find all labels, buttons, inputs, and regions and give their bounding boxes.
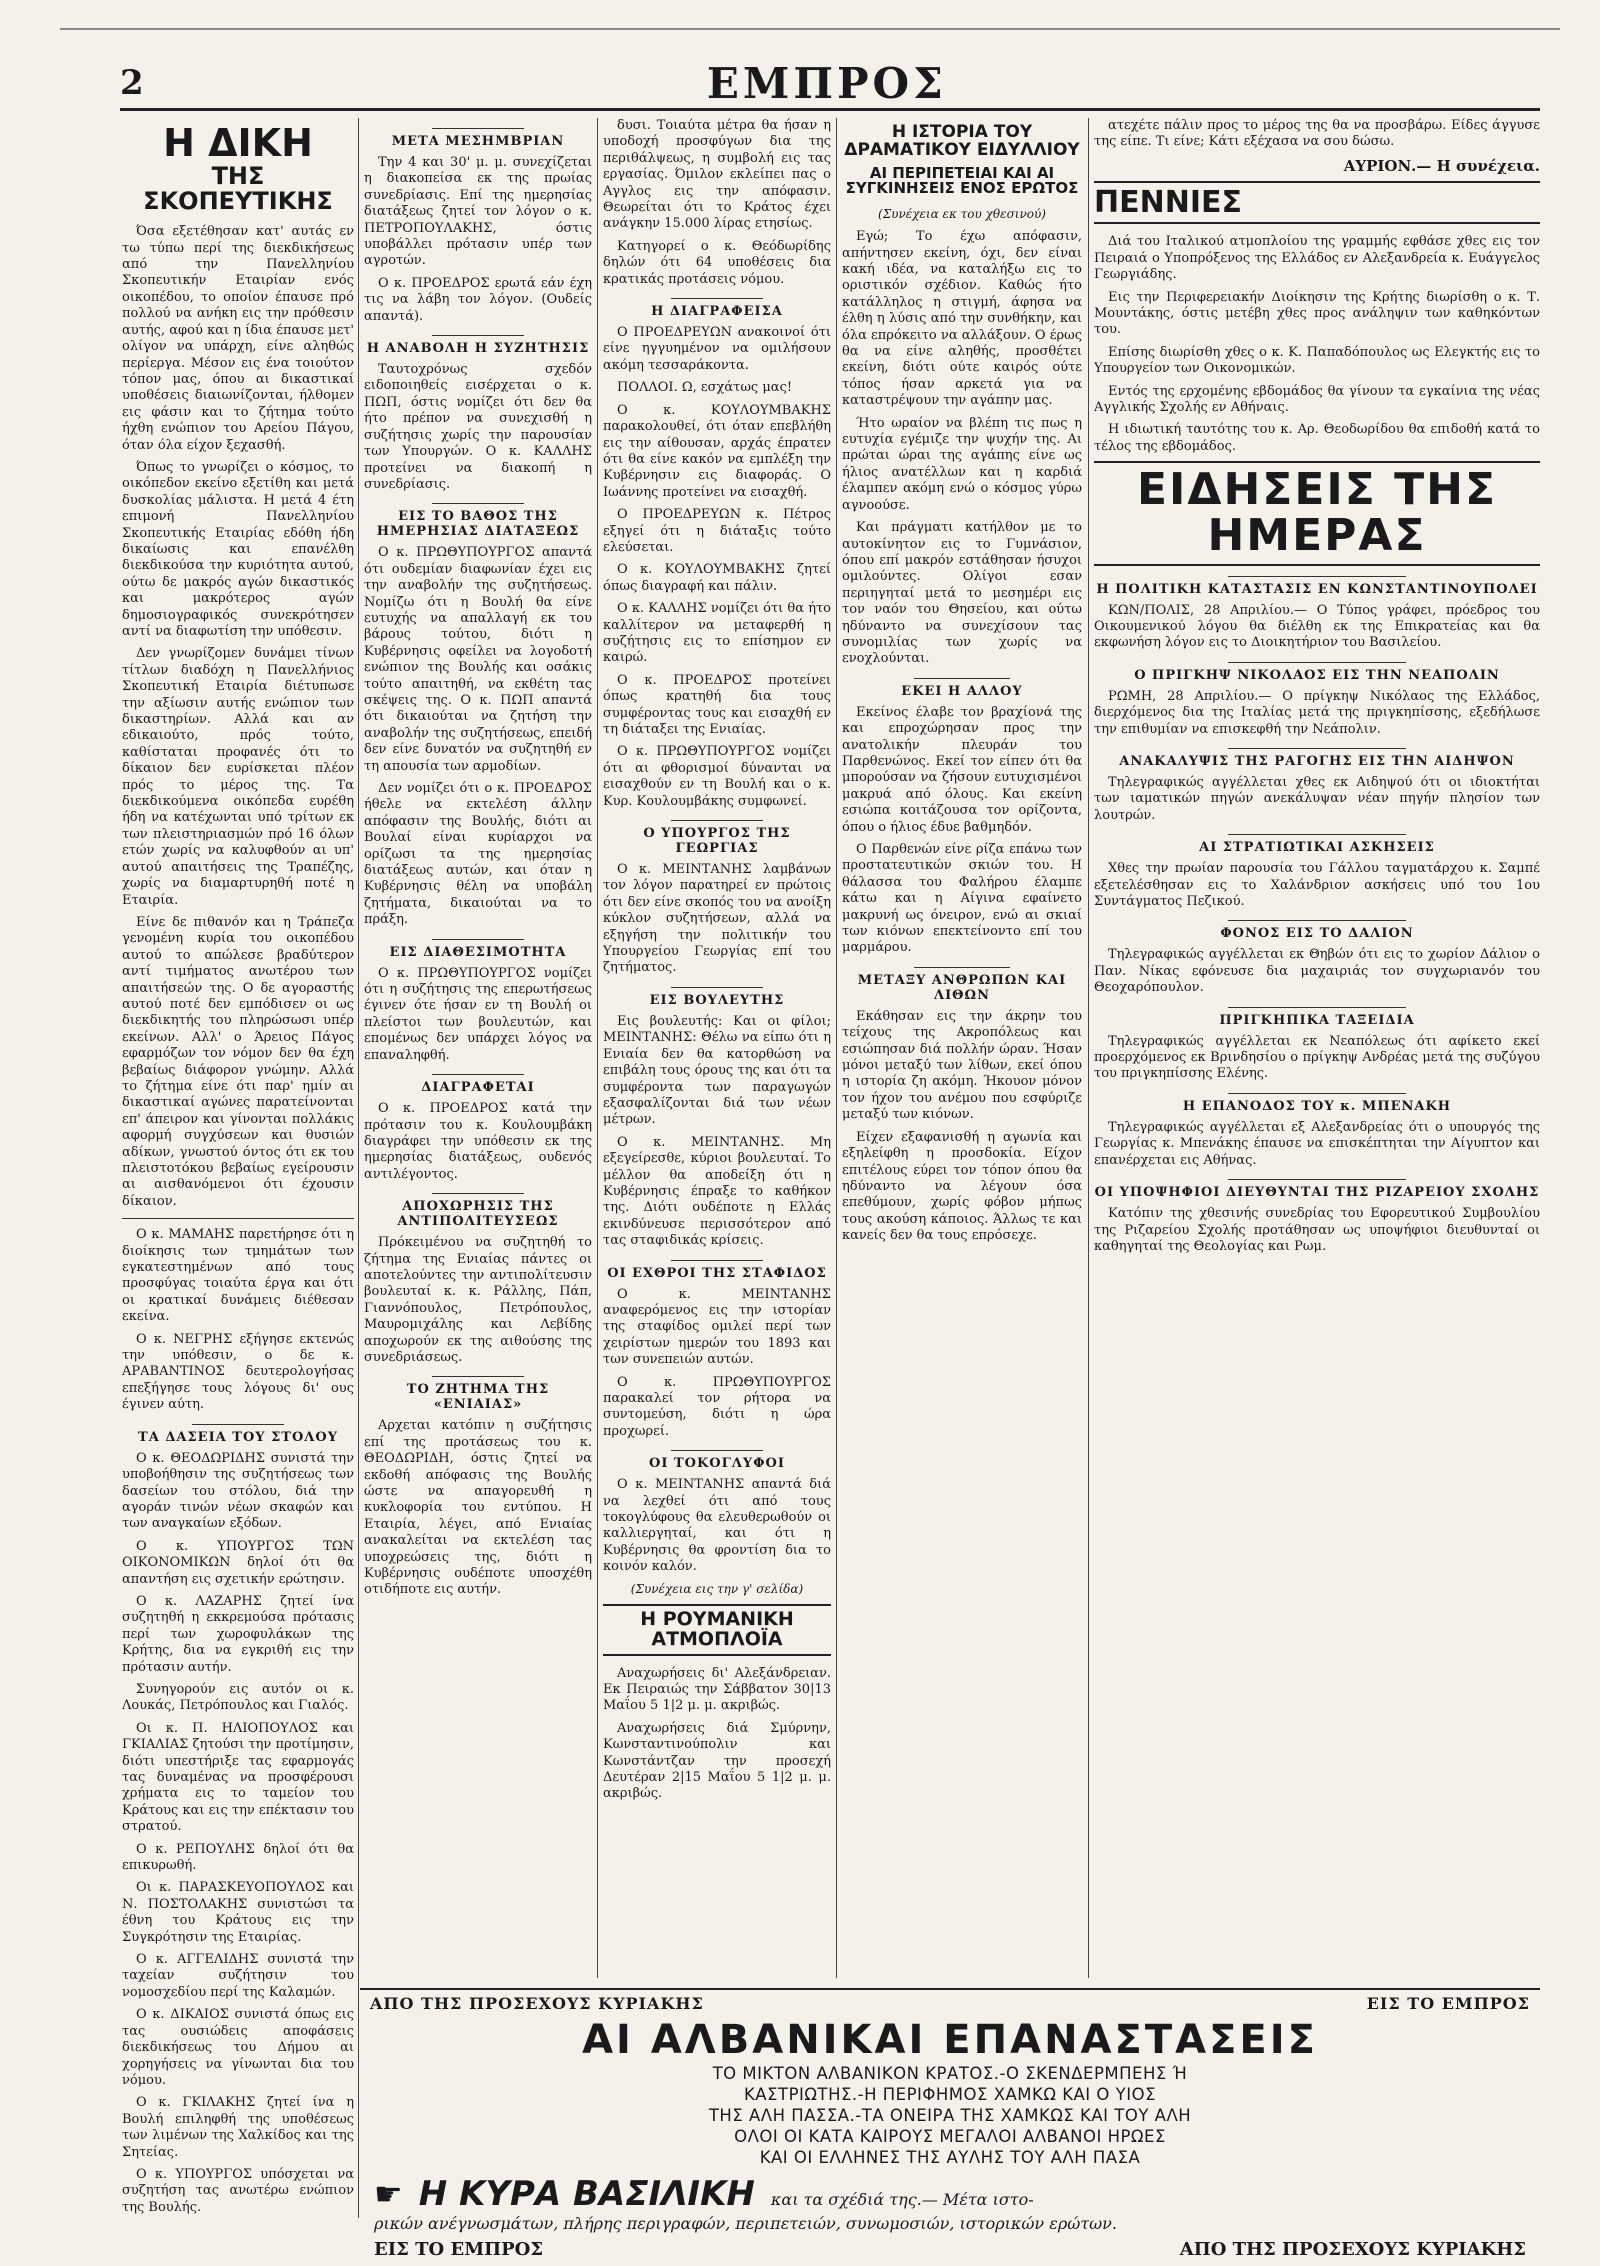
advert-strip-left: ΑΠΟ ΤΗΣ ΠΡΟΣΕΧΟΥΣ ΚΥΡΙΑΚΗΣ xyxy=(370,1994,704,2013)
advert-strip-right: ΕΙΣ ΤΟ ΕΜΠΡΟΣ xyxy=(1366,1994,1530,2013)
article-paragraph: Την 4 και 30' μ. μ. συνεχίζεται η διακοπείσα εκ της πρωίας συνεδρίασις. Επί της ημερησίας διατάξεως ζητεί τον λόγον ο κ. ΠΕΤΡΟΠΟΥΛΑΚΗΣ, όστις υποβάλλει πρότασιν υπέρ των αγροτών. xyxy=(364,155,592,269)
albanian-revolutions-advert xyxy=(360,1988,1540,2260)
article-paragraph: Ο ΠΡΟΕΔΡΕΥΩΝ ανακοινοί ότι είνε ηγγυημένον να ομιλήσουν ακόμη τεσσαράκοντα. xyxy=(603,325,831,373)
header-rule xyxy=(120,108,1540,111)
article-paragraph: δυσι. Τοιαύτα μέτρα θα ήσαν η υποδοχή προσφύγων δια της περιθάλψεως, η συμβολή εις τας εργασίας. Όμιλον εκλείπει πας ο Αγγλος εις την απόφασιν. Θεωρείται ότι το Κράτος έχει ανάγκην 15.000 λίρας ετησίως. xyxy=(603,118,831,232)
article-paragraph: Ο κ. ΓΚΙΛΑΚΗΣ ζητεί ίνα η Βουλή επιληφθή της υποθέσεως των λιμένων της Χαλκίδος και της Σητείας. xyxy=(122,2095,354,2160)
article-paragraph: Ο κ. ΛΑΖΑΡΗΣ ζητεί ίνα συζητηθή η εκκρεμούσα πρότασις περί των χωροφυλάκων της Κρήτης, δια να εγκριθή εις την πρότασιν αυτήν. xyxy=(122,1593,354,1675)
divider xyxy=(122,1218,354,1219)
advert-title: ΑΙ ΑΛΒΑΝΙΚΑΙ ΕΠΑΝΑΣΤΑΣΕΙΣ xyxy=(582,2017,1318,2063)
article-paragraph: Ο κ. ΡΕΠΟΥΛΗΣ δηλοί ότι θα επικυρωθή. xyxy=(122,1841,354,1874)
advert-line: ΚΑΙ ΟΙ ΕΛΛΗΝΕΣ ΤΗΣ ΑΥΛΗΣ ΤΟΥ ΑΛΗ ΠΑΣΑ xyxy=(759,2148,1141,2167)
page-number: 2 xyxy=(120,63,144,103)
article-paragraph: Τηλεγραφικώς αγγέλλεται εξ Αλεξανδρείας ότι ο υπουργός της Γεωργίας κ. Μπενάκης έπαυσε να επισκέπτηται την Αίγυπτον και επανέρχεται εις Αθήνας. xyxy=(1094,1119,1540,1168)
column-rule xyxy=(358,118,359,2218)
article-paragraph: Ο κ. ΥΠΟΥΡΓΟΣ υπόσχεται να συζητήση τας ανωτέρω ενώπιον της Βουλής. xyxy=(122,2166,354,2215)
article-paragraph: Κατηγορεί ο κ. Θεόδωρίδης δηλών ότι 64 υποθέσεις δια κρατικάς προτάσεις νόμου. xyxy=(603,238,831,287)
article-paragraph: Και πράγματι κατήλθον με το αυτοκίνητον εις το Γυμνάσιον, όπου επί μακρόν εστάθησαν ήσυχοι ομιλούντες. Ολίγοι εσαν περιηγηταί μετά το μεσημέρι εις τον ναόν του Θησείου, και ούτω ηδύναντο να συνεχίσουν τας συνομιλίας των χωρίς να ενοχλούνται. xyxy=(842,520,1082,667)
article-paragraph: Ο κ. ΠΡΟΕΔΡΟΣ ερωτά εάν έχη τις να λάβη τον λόγον. (Ουδείς απαντά). xyxy=(364,275,592,324)
advert-top-strip xyxy=(360,1990,1540,2017)
article-paragraph: Ο κ. ΚΑΛΛΗΣ νομίζει ότι θα ήτο καλλίτερον να μεταφερθή η συζήτησις εις το επίσημον εν καιρώ. xyxy=(603,601,831,666)
article-paragraph: Ο κ. ΜΕΙΝΤΑΝΗΣ αναφερόμενος εις την ιστορίαν της σταφίδος ομιλεί περί των χειρίστων ημερών του 1893 και των συνεπειών αυτών. xyxy=(603,1286,831,1368)
article-paragraph: Επίσης διωρίσθη χθες ο κ. Κ. Παπαδόπουλος ως Ελεγκτής εις το Υπουργείον των Οικονομικών. xyxy=(1094,344,1540,377)
article-paragraph: Διά του Ιταλικού ατμοπλοίου της γραμμής εφθάσε χθες εις τον Πειραιά ο Υποπρόξενος της Ελλάδος εν Αλεξανδρεία κ. Ευάγγελος Γεωργιάδης. xyxy=(1094,234,1540,283)
article-paragraph: Τηλεγραφικώς αγγέλλεται εκ Νεαπόλεως ότι αφίκετο εκεί προερχόμενος εκ Βρινδησίου ο πρίγκηψ Ανδρέας μετά της συζύγου του πριγκηπίσσης Ελένης. xyxy=(1094,1033,1540,1082)
column-2 xyxy=(364,118,592,1978)
article-paragraph: Ο κ. ΚΟΥΛΟΥΜΒΑΚΗΣ παρακολουθεί, ότι όταν επεβλήθη εις την αίθουσαν, αρχάς έπρατεν ότι θα είνε κακόν να εμπλέξη την Κυβέρνησιν εις διαφοράς. Ο Ιωάννης προτείνει να εισαχθή. xyxy=(603,402,831,500)
section-heading: ΜΕΤΑ ΜΕΣΗΜΒΡΙΑΝ xyxy=(364,128,592,149)
article-paragraph: Εκείνος έλαβε τον βραχίονά της και επροχώρησαν προς την ανατολικήν πλευράν του Παρθενώνος. Εκεί τον είπεν ότι θα μπορούσαν να ζήσουν ευτυχισμένοι μακρυά από όλους. Και εκείνη εσιώπα κοιτάζουσα τον ορίζοντα, όπου ο ήλιος έδυε βαθμηδόν. xyxy=(842,704,1082,835)
article-paragraph: Τηλεγραφικώς αγγέλλεται χθες εκ Αιδηψού ότι οι ιδιοκτήται των ιαματικών πηγών ανεκάλυψαν νέαν πηγήν πλησίον των λουτρών. xyxy=(1094,775,1540,823)
section-heading: ΟΙ ΤΟΚΟΓΛΥΦΟΙ xyxy=(603,1450,831,1471)
article-paragraph: Ο κ. ΝΕΓΡΗΣ εξήγησε εκτενώς την υπόθεσιν, ο δε κ. ΑΡΑΒΑΝΤΙΝΟΣ δευτερολογήσας επεξήγησε τους λόγους δι' ους έγινεν αύτη. xyxy=(122,1331,354,1413)
kyra-description: και τα σχέδιά της.— Μέτα ιστο- xyxy=(770,2190,1034,2209)
section-heading: Η ΕΠΑΝΟΔΟΣ ΤΟΥ κ. ΜΠΕΝΑΚΗ xyxy=(1094,1093,1540,1114)
advert-line: ΤΗΣ ΑΛΗ ΠΑΣΣΑ.-ΤΑ ΟΝΕΙΡΑ ΤΗΣ ΧΑΜΚΩΣ ΚΑΙ ΤΟΥ ΑΛΗ xyxy=(708,2106,1192,2125)
news-of-the-day-heading: ΕΙΔΗΣΕΙΣ ΤΗΣ ΗΜΕΡΑΣ xyxy=(1094,461,1540,565)
section-heading: ΦΟΝΟΣ ΕΙΣ ΤΟ ΔΑΛΙΟΝ xyxy=(1094,920,1540,941)
pointing-hand-icon: ☛ xyxy=(374,2175,403,2213)
continuation-note: (Συνέχεια εκ του χθεσινού) xyxy=(878,207,1046,222)
article-paragraph: Πρόκειμένου να συζητηθή το ζήτημα της Ενιαίας πάντες οι αποτελούντες την αντιπολίτευσιν βουλευταί κ. κ. Ράλλης, Πάπ, Γιαννόπουλος, Πετρόπουλος, Μαυρομιχάλης και Λεβίδης αποχωρούν εκ της αιθούσης της συνεδριάσεως. xyxy=(364,1235,592,1365)
section-heading: ΠΡΙΓΚΗΠΙΚΑ ΤΑΞΕΙΔΙΑ xyxy=(1094,1007,1540,1028)
column-rule xyxy=(597,118,598,1978)
article-paragraph: Ο κ. ΜΑΜΑΗΣ παρετήρησε ότι η διοίκησις των τμημάτων των εγκατεστημένων από τους προσφύγας τοιαύτα έργα και ότι οι κρατικαί δυνάμεις διέθεσαν εκείνα. xyxy=(122,1227,354,1325)
article-paragraph: Η ιδιωτική ταυτότης του κ. Αρ. Θεοδωρίδου θα επιδοθή κατά το τέλος της εβδομάδος. xyxy=(1094,422,1540,454)
article-paragraph: Εντός της ερχομένης εβδομάδος θα γίνουν τα εγκαίνια της νέας Αγγλικής Σχολής εν Αθήναις. xyxy=(1094,383,1540,415)
tomorrow-note: ΑΥΡΙΟΝ.— Η συνέχεια. xyxy=(1343,156,1540,175)
article-paragraph: Ήτο ωραίον να βλέπη τις πως η ευτυχία εγέμιζε την ψυχήν της. Αι πρώται ώραι της αγάπης είνε ως ήλιος ανατέλλων και η καρδιά έλαμπεν ακόμη ενώ ο κόσμος γύρω αγνοούσε. xyxy=(842,415,1082,513)
kyra-title: Η ΚΥΡΑ ΒΑΣΙΛΙΚΗ xyxy=(418,2174,755,2214)
column-3 xyxy=(603,118,831,1978)
section-heading: ΕΙΣ ΒΟΥΛΕΥΤΗΣ xyxy=(603,987,831,1008)
advert-line: ΤΟ ΜΙΚΤΟΝ ΑΛΒΑΝΙΚΟΝ ΚΡΑΤΟΣ.-Ο ΣΚΕΝΔΕΡΜΠΕΗΣ Ή xyxy=(712,2064,1188,2083)
headline-line2: ΑΙ ΠΕΡΙΠΕΤΕΙΑΙ ΚΑΙ ΑΙ ΣΥΓΚΙΝΗΣΕΙΣ ΕΝΟΣ ΕΡΩΤΟΣ xyxy=(845,163,1079,198)
article-paragraph: Ταυτοχρόνως σχεδόν ειδοποιηθείς εισέρχεται ο κ. ΠΩΠ, όστις νομίζει ότι δεν θα ήτο πρέπον να συνεχισθή η συζήτησις χωρίς την παρουσίαν των Υπουργών. Ο κ. ΚΑΛΛΗΣ προτείνει να διακοπή η συνεδρίασις. xyxy=(364,362,592,492)
section-heading: ΕΙΣ ΔΙΑΘΕΣΙΜΟΤΗΤΑ xyxy=(364,939,592,960)
article-paragraph: Κατόπιν της χθεσινής συνεδρίας του Εφορευτικού Συμβουλίου της Ριζαρείου Σχολής προτάθησαν ως υποψήφιοι διευθυνταί οι καθηγηταί της Θεολογίας και Ρωμ. xyxy=(1094,1206,1540,1254)
article-paragraph: Ο κ. ΠΡΟΕΔΡΟΣ προτείνει όπως κρατηθή δια τους συμφέροντας τους και εισαχθή εν τη διάταξει της Ενιαίας. xyxy=(603,672,831,737)
article-paragraph: Οι κ. ΠΑΡΑΣΚΕΥΟΠΟΥΛΟΣ και Ν. ΠΟΣΤΟΛΑΚΗΣ συνιστώσι τα έθνη του Κράτους εις την Συγκρότησιν της Εταιρίας. xyxy=(122,1880,354,1945)
article-paragraph: Συνηγορούν εις αυτόν οι κ. Λουκάς, Πετρόπουλος και Γιαλός. xyxy=(122,1681,354,1714)
section-heading: ΟΙ ΕΧΘΡΟΙ ΤΗΣ ΣΤΑΦΙΔΟΣ xyxy=(603,1260,831,1281)
article-paragraph: Ο κ. ΥΠΟΥΡΓΟΣ ΤΩΝ ΟΙΚΟΝΟΜΙΚΩΝ δηλοί ότι θα απαντήση εις σχετικήν ερώτησιν. xyxy=(122,1538,354,1587)
advert-bottom-strip xyxy=(360,2233,1540,2266)
column-rule xyxy=(1088,118,1089,1978)
column-rule xyxy=(836,118,837,1978)
article-paragraph: Ο κ. ΜΕΙΝΤΑΝΗΣ απαντά διά να λεχθεί ότι από τους τοκογλύφους θα ελευθερωθούν οι καλλιεργηταί, και ότι η Κυβέρνησις θα φροντίση δια το κοινόν καλόν. xyxy=(603,1477,831,1575)
article-paragraph: ΡΩΜΗ, 28 Απριλίου.— Ο πρίγκηψ Νικόλαος της Ελλάδος, διερχόμενος δια της Ιταλίας μετά της πριγκηπίσσης, εξεδήλωσε την επιθυμίαν να επισκεφθή την Νεάπολιν. xyxy=(1094,688,1540,737)
section-heading: ΑΙ ΣΤΡΑΤΙΩΤΙΚΑΙ ΑΣΚΗΣΕΙΣ xyxy=(1094,834,1540,855)
section-heading: ΕΙΣ ΤΟ ΒΑΘΟΣ ΤΗΣ ΗΜΕΡΗΣΙΑΣ ΔΙΑΤΑΞΕΩΣ xyxy=(364,503,592,539)
section-heading: Ο ΠΡΙΓΚΗΨ ΝΙΚΟΛΑΟΣ ΕΙΣ ΤΗΝ ΝΕΑΠΟΛΙΝ xyxy=(1094,662,1540,683)
romanian-shipping-heading: Η ΡΟΥΜΑΝΙΚΗ ΑΤΜΟΠΛΟΪΑ xyxy=(603,1604,831,1656)
article-paragraph: ΚΩΝ/ΠΟΛΙΣ, 28 Απριλίου.— Ο Τύπος γράφει, πρόεδρος του Οικουμενικού λόγου θα διέλθη εκ της Επικρατείας και θα εκφωνήση λόγον εις το Διοικητήριον του Βασιλείου. xyxy=(1094,602,1540,651)
section-heading: Ο ΥΠΟΥΡΓΟΣ ΤΗΣ ΓΕΩΡΓΙΑΣ xyxy=(603,820,831,856)
article-paragraph: Ο κ. ΜΕΙΝΤΑΝΗΣ λαμβάνων τον λόγον παρατηρεί εν πρώτοις ότι δεν είνε σκοπός του να ανοίξη κύκλον συζητήσεων, αλλά να εξηγήση την πολιτικήν του Υπουργείου Γεωργίας επί του ζητήματος. xyxy=(603,862,831,976)
advert-line: ΚΑΣΤΡΙΩΤΗΣ.-Η ΠΕΡΙΦΗΜΟΣ ΧΑΜΚΩ ΚΑΙ Ο ΥΙΟΣ xyxy=(743,2085,1157,2104)
article-paragraph: Δεν νομίζει ότι ο κ. ΠΡΟΕΔΡΟΣ ήθελε να εκτελέση άλλην απόφασιν της Βουλής, διότι αι Βουλαί είναι κυρίαρχοι να ορίζωσι τα της ημερησίας διατάξεως αυτών, και όταν η Κυβέρνησις θέλη να υποβάλη ζητήματα, δικαιούται να το πράξη. xyxy=(364,781,592,928)
article-paragraph: Εις την Περιφερειακήν Διοίκησιν της Κρήτης διωρίσθη ο κ. Τ. Μουντάκης, όστις μετέβη χθες προς ανάληψιν των καθηκόντων του. xyxy=(1094,289,1540,338)
column-5 xyxy=(1094,118,1540,1978)
headline-line1: Η ΔΙΚΗ xyxy=(163,121,313,165)
headline-line2: ΤΗΣ ΣΚΟΠΕΥΤΙΚΗΣ xyxy=(143,161,333,216)
section-heading: ΟΙ ΥΠΟΨΗΦΙΟΙ ΔΙΕΥΘΥΝΤΑΙ ΤΗΣ ΡΙΖΑΡΕΙΟΥ ΣΧΟΛΗΣ xyxy=(1094,1179,1540,1200)
pennies-heading: ΠΕΝΝΙΕΣ xyxy=(1094,181,1540,225)
article-paragraph: ΠΟΛΛΟΙ. Ω, εσχάτως μας! xyxy=(617,380,793,396)
article-paragraph: Εγώ; Το έχω απόφασιν, απήντησεν εκείνη, όχι, δεν είναι κακή ιδέα, να καταλήξω εις το οριστικόν σχέδιον. Καθώς ήτο κατάλληλος η στιγμή, άφησα να έλθη η λύσις από την συνθήκην, και όλα επρόκειτο να αλλάξουν. Ο έρως θα να είνε αληθής, προσθέτει εκείνη, διότι ούτε καιρός ούτε τόπος ήσαν αρκετά για να καταστρέψουν την αγάπην μας. xyxy=(842,229,1082,409)
shipping-notice: Αναχωρήσεις δι' Αλεξάνδρειαν. Εκ Πειραιώς την Σάββατον 30|13 Μαΐου 5 1|2 μ. μ. ακριβώς. xyxy=(603,1665,831,1714)
article-paragraph: Αρχεται κατόπιν η συζήτησις επί της προτάσεως του κ. ΘΕΟΔΩΡΙΔΗ, όστις ζητεί να εκδοθή απόφασις της Βουλής ώστε να απαγορευθή η κυκλοφορία του εντύπου. Η Εταιρία, λέγει, από Ενιαίας ανακαλείται να εκτελέση τας υποχρεώσεις της, διότι η Κυβέρνησις ουδέποτε υποσχέθη οτιδήποτε εις αυτήν. xyxy=(364,1418,592,1598)
article-paragraph: Δεν γνωρίζομεν δυνάμει τίνων τίτλων διαδόχη η Πανελλήνιος Σκοπευτική Εταιρία διέτυπωσε την αξίωσιν αυτής ενώπιον των δικαστηρίων. Αλλά και αν εδικαιούτο, πρός τούτο, καθίσταται προφανές ότι το δίκαιον δεν ευρίσκεται πλέον πρός το μέρος της. Τα διεκδικούμενα οικόπεδα ευρέθη ήδη να κατέχωνται υπό τρίτων εκ των πλειστηριασμών πρό 16 όλων ετών χωρίς να καλυφθούν αι υπ' αυτού απαιτήσεις της Τραπέζης, χωρίς να διαμαρτυρηθή ποτέ η Εταιρία. xyxy=(122,646,354,908)
section-heading: Η ΠΟΛΙΤΙΚΗ ΚΑΤΑΣΤΑΣΙΣ ΕΝ ΚΩΝΣΤΑΝΤΙΝΟΥΠΟΛΕΙ xyxy=(1094,576,1540,597)
article-paragraph: Εκάθησαν εις την άκρην του τείχους της Ακροπόλεως και εσιώπησαν διά πολλήν ώραν. Ήσαν μόνοι μεταξύ των λίθων, εκεί όπου η ιστορία ζη ακόμη. Ήκουον μόνον τον ήχον του ανέμου που εσφύριζε μεταξύ των κιόνων. xyxy=(842,1008,1082,1123)
article-paragraph: Όπως το γνωρίζει ο κόσμος, το οικόπεδον εκείνο εξετίθη και μετά δυσκολίας μάλιστα. Η μετά 4 έτη επιμονή Πανελληνίου Σκοπευτικής Εταιρίας εδόθη ήδη δικαίωσις και επανέλθη διεκδικούσα την κυριότητα αυτού, ούτω δε μακρός αγών δικαστικός και μακρότερος αγών δημοσιογραφικός συνεκρότησεν αντί να διαφωτίση την υπόθεσιν. xyxy=(122,459,354,640)
section-heading: ΤΑ ΔΑΣΕΙΑ ΤΟΥ ΣΤΟΛΟΥ xyxy=(122,1424,354,1445)
advert-line: ΟΛΟΙ ΟΙ ΚΑΤΑ ΚΑΙΡΟΥΣ ΜΕΓΑΛΟΙ ΑΛΒΑΝΟΙ ΗΡΩΕΣ xyxy=(734,2127,1166,2146)
article-paragraph: Ο κ. ΠΡΩΘΥΠΟΥΡΓΟΣ νομίζει ότι αι φθορισμοί δύνανται να εισαχθούν εν τη Βουλή και ο κ. Κυρ. Κουλουμβάκης συμφωνεί. xyxy=(603,744,831,809)
article-paragraph: Ο κ. ΔΙΚΑΙΟΣ συνιστά όπως εις τας ουσιώδεις αποφάσεις διεκδικήσεως του Δήμου αι χορηγήσεις να γίνωνται δια του νόμου. xyxy=(122,2007,354,2088)
article-paragraph: Ο κ. ΠΡΩΘΥΠΟΥΡΓΟΣ παρακαλεί τον ρήτορα να συντομεύση, διότι η ώρα προχωρεί. xyxy=(603,1374,831,1439)
article-paragraph: Ο κ. ΠΡΟΕΔΡΟΣ κατά την πρότασιν του κ. Κουλουμβάκη διαγράφει την υπόθεσιν εκ της ημερησίας διατάξεως, ουδενός αντιλέγοντος. xyxy=(364,1101,592,1182)
advert-bottom-left: ΕΙΣ ΤΟ ΕΜΠΡΟΣ xyxy=(374,2239,544,2260)
kyra-vasiliki-block xyxy=(360,2168,1540,2214)
masthead: ΕΜΠΡΟΣ xyxy=(706,58,947,108)
section-heading: ΕΚΕΙ Η ΑΛΛΟΥ xyxy=(842,678,1082,699)
article-paragraph: Ο κ. ΠΡΩΘΥΠΟΥΡΓΟΣ απαντά ότι ουδεμίαν διαφωνίαν έχει εις την αναβολήν της συζητήσεως. Νομίζω ότι η Βουλή θα είνε ευτυχής να απαλλαγή εκ του βάρους τούτου, διότι η Κυβέρνησις οφείλει να λογοδοτή ενώπιον της Βουλής και οσάκις τούτο απαιτηθή, να εκθέτη τας σκέψεις της. Ο κ. ΠΩΠ απαντά ότι δικαιούται να ζητήση την αναβολήν της συζητήσεως, επειδή δεν είνε δυνατόν να συζητηθή εν τη απουσία των αρμοδίων. xyxy=(364,545,592,774)
article-paragraph: Ο Παρθενών είνε ρίζα επάνω των προστατευτικών σκιών του. Η θάλασσα του Φαλήρου έλαμπε κάτω και η Αίγινα εφαίνετο μακρυνή ως όνειρον, ενώ αι σκιαί των κιόνων επεκτείνοντο επί του μαρμάρου. xyxy=(842,842,1082,956)
article-paragraph: Είνε δε πιθανόν και η Τράπεζα γενομένη κυρία του οικοπέδου αυτού το απώλεσε βραδύτερον αντί τιμήματος ανωτέρου των απαιτήσεών της. Ο δε αγοραστής αυτού ποτέ δεν εμπόδισεν οι ως διεκδικητής του πληρώσωσι υπέρ εκείνων. Αλλ' ο Άρειος Πάγος εφαρμόζων τον νόμον δεν θα έχη βεβαίως διάφορον γνώμην. Αλλά το ζήτημα είνε ότι παρ' ημίν αι δικαστικαί αγώνες παρατείνονται επ' άπειρον και γίνονται πολλάκις αφορμή συγχύσεων και θυσιών αδίκων, γνωστού όντος ότι εκ του πλειστοτόκου βεβαίως εγείρουσιν αι αισθανόμενοι ότι έχουσιν δίκαιον. xyxy=(122,914,354,1209)
article-paragraph: Ο κ. ΠΡΩΘΥΠΟΥΡΓΟΣ νομίζει ότι η συζήτησις της επερωτήσεως έγινεν ότε ήσαν εν τη Βουλή οι πλείστοι των βουλευτών, και επομένως δεν υπάρχει λόγος να επαναληφθή. xyxy=(364,965,592,1063)
section-heading: ΔΙΑΓΡΑΦΕΤΑΙ xyxy=(364,1074,592,1095)
top-rule xyxy=(60,28,1560,30)
article-paragraph: Τηλεγραφικώς αγγέλλεται εκ Θηβών ότι εις το χωρίον Δάλιον ο Παν. Νίκας εφόνευσε δια μαχαιριάς τον συγχωριανόν του Θεοχαρόπουλον. xyxy=(1094,947,1540,996)
headline-line1: Η ΙΣΤΟΡΙΑ ΤΟΥ ΔΡΑΜΑΤΙΚΟΥ ΕΙΔΥΛΛΙΟΥ xyxy=(844,122,1080,160)
section-heading: ΑΠΟΧΩΡΗΣΙΣ ΤΗΣ ΑΝΤΙΠΟΛΙΤΕΥΣΕΩΣ xyxy=(364,1193,592,1229)
section-heading: ΤΟ ΖΗΤΗΜΑ ΤΗΣ «ΕΝΙΑΙΑΣ» xyxy=(364,1376,592,1412)
advert-bottom-right: ΑΠΟ ΤΗΣ ΠΡΟΣΕΧΟΥΣ ΚΥΡΙΑΚΗΣ xyxy=(1179,2239,1526,2260)
article-paragraph: Ο κ. ΘΕΟΔΩΡΙΔΗΣ συνιστά την υποβοήθησιν της συζητήσεως των δασείων του στόλου, διά την αγοράν τινών νέων σκαφών και των αναγκαίων εξόδων. xyxy=(122,1450,354,1532)
continuation-note: (Συνέχεια εις την γ' σελίδα) xyxy=(630,1581,804,1596)
page-header xyxy=(120,60,1540,106)
section-heading: Η ΑΝΑΒΟΛΗ Η ΣΥΖΗΤΗΣΙΣ xyxy=(364,335,592,356)
section-heading: Η ΔΙΑΓΡΑΦΕΙΣΑ xyxy=(603,298,831,319)
section-heading: ΜΕΤΑΞΥ ΑΝΘΡΩΠΩΝ ΚΑΙ ΛΙΘΩΝ xyxy=(842,967,1082,1003)
column-4 xyxy=(842,118,1082,1978)
article-paragraph: Είχεν εξαφανισθή η αγωνία και εξηλείφθη η προσδοκία. Είχον επιτέλους εύρει τον τόπον όπου θα ηδύναντο να λέγουν όσα επεθύμουν, χωρίς φόβον μήπως τους ακούση κάποιος. Άλλως τε και κανείς δεν θα τους επρόσεχε. xyxy=(842,1129,1082,1244)
article-paragraph: Χθες την πρωίαν παρουσία του Γάλλου ταγματάρχου κ. Σαμπέ εξετελέσθησαν εις το Χαλάνδριον ασκήσεις υπό του 1ου Συντάγματος Πεζικού. xyxy=(1094,861,1540,910)
article-paragraph: Ο κ. ΚΟΥΛΟΥΜΒΑΚΗΣ ζητεί όπως διαγραφή και πάλιν. xyxy=(603,562,831,594)
article-paragraph: Ο κ. ΑΓΓΕΛΙΔΗΣ συνιστά την ταχείαν συζήτησιν του νομοσχεδίου περί της Καλαμών. xyxy=(122,1952,354,2000)
headline-dramatic-idyll xyxy=(842,124,1082,197)
article-paragraph: Ο ΠΡΟΕΔΡΕΥΩΝ κ. Πέτρος εξηγεί ότι η διάταξις τούτο ελεύσεται. xyxy=(603,507,831,555)
section-heading: ΑΝΑΚΑΛΥΨΙΣ ΤΗΣ ΡΑΓΟΓΗΣ ΕΙΣ ΤΗΝ ΑΙΔΗΨΟΝ xyxy=(1094,748,1540,769)
column-1 xyxy=(122,118,354,2218)
article-paragraph: Όσα εξετέθησαν κατ' αυτάς εν τω τύπω περί της διεκδικήσεως από την Πανελληνίου Σκοπευτικήν Εταιρίαν ενός οικοπέδου, το οποίον έπαυσε πρό πολλού να ανήκη εις την πρόθεσιν αυτής, αφού και η ίδια έπαυσε μετ' ολίγον να υπάρχη, είνε αληθώς περίεργα. Μέσον εις ένα τοιούτον τόπον μας, όπου αι δικαστικαί υποθέσεις διαιωνίζονται, ήλθομεν εις φάσιν και το ζήτημα τούτο ήχθη ενώπιον του Αρείου Πάγου, όταν όλα είχον ξεχασθή. xyxy=(122,224,354,453)
kyra-description-2: ρικών ανέγνωσμάτων, πλήρης περιγραφών, περιπετειών, συνωμοσιών, ιστορικών ερώτων. xyxy=(374,2214,1117,2233)
article-paragraph: Εις βουλευτής: Και οι φίλοι; ΜΕΙΝΤΑΝΗΣ: Θέλω να είπω ότι η Ενιαία δεν θα κατορθώση να επιβάλη τους όρους της και ότι τα συμφέροντα των παραγωγών εξασφαλίζονται διά των νέων μέτρων. xyxy=(603,1013,831,1128)
article-paragraph: ατεχέτε πάλιν προς το μέρος της θα να προσβάρω. Είδες άγγυσε της είπε. Τι είνε; Κάτι εξέχασα να σου δώσω. xyxy=(1094,118,1540,150)
headline-skopeutiki xyxy=(122,121,354,216)
shipping-notice: Αναχωρήσεις διά Σμύρνην, Κωνσταντινούπολιν και Κωνστάντζαν την προσεχή Δευτέραν 2|15 Μαΐου 5 1|2 μ. μ. ακριβώς. xyxy=(603,1720,831,1802)
article-paragraph: Οι κ. Π. ΗΛΙΟΠΟΥΛΟΣ και ΓΚΙΑΛΙΑΣ ζητούσι την προτίμησιν, διότι υπεστήριξε τας εφαρμογάς τας δυναμένας να προσφέρουσι χρήματα εις το ταμείον του Κράτους και εις την επέκτασιν του στρατού. xyxy=(122,1720,354,1835)
article-paragraph: Ο κ. ΜΕΙΝΤΑΝΗΣ. Μη εξεγείρεσθε, κύριοι βουλευταί. Το μέλλον θα αποδείξη ότι η Κυβέρνησις έπραξε το καθήκον της. Διότι ουδέποτε η Ελλάς εκινδύνευσε περισσότερον από τας σταφιδικάς κρίσεις. xyxy=(603,1134,831,1249)
